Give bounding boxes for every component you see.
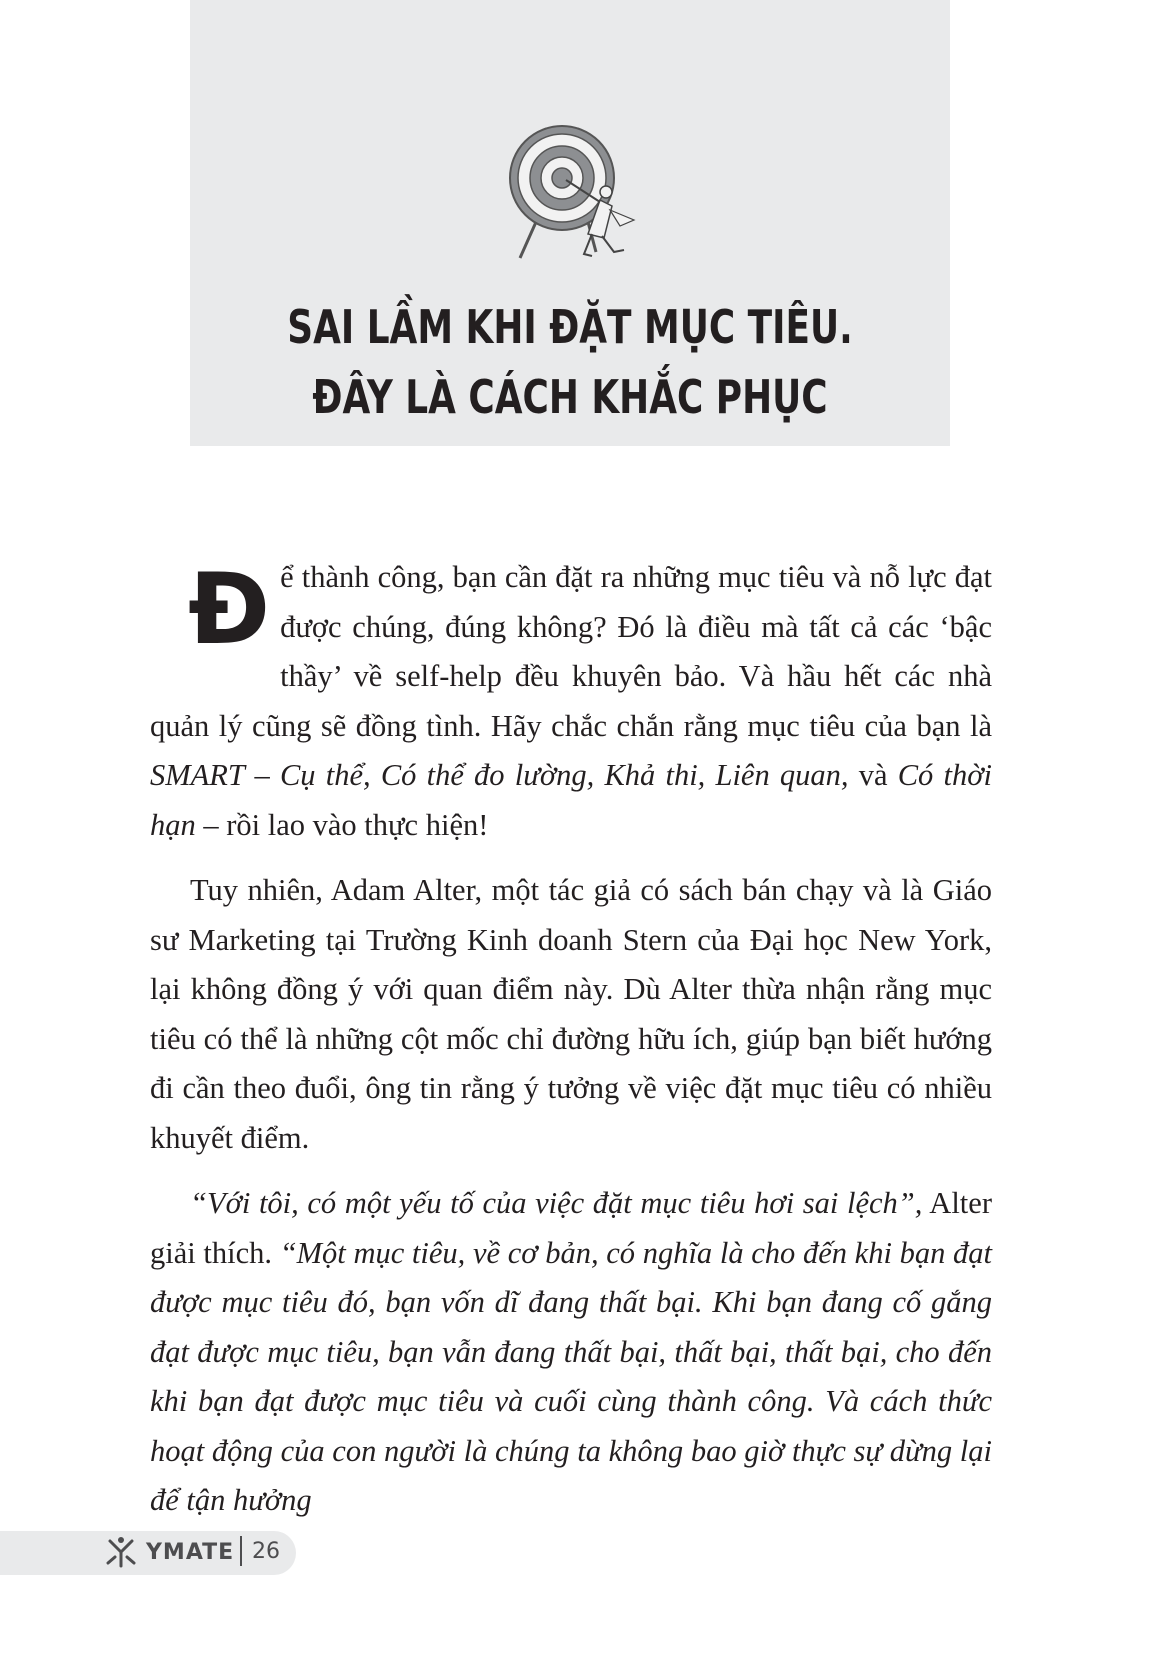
chapter-title-line-2: ĐÂY LÀ CÁCH KHẮC PHỤC (312, 370, 828, 424)
paragraph-3-italic-b: “Một mục tiêu, về cơ bản, có nghĩa là cho đến khi bạn đạt được mục tiêu đó, bạn vốn dĩ đang thất bại. Khi bạn đang cố gắng đạt được mục tiêu, bạn vẫn đang thất bại, thất bại, thất bại, cho đến khi bạn đạt được mục tiêu và cuối cùng thành công. Và cách thức hoạt động của con người là chúng ta không bao giờ thực sự dừng lại để tận hưởng (150, 1235, 992, 1517)
paragraph-3-italic-a: “Với tôi, có một yếu tố của việc đặt mục tiêu hơi sai lệch”, (190, 1186, 923, 1220)
paragraph-1-text-b: và (848, 758, 898, 792)
paragraph-1-text-c: – rồi lao vào thực hiện! (195, 807, 489, 842)
footer-brand: YMATE (146, 1540, 235, 1565)
paragraph-3-text-a: Alter giải thích. (150, 1186, 992, 1270)
paragraph-1-text-a: ể thành công, bạn cần đặt ra những mục tiêu và nỗ lực đạt được chúng, đúng không? Đó là điều mà tất cả các ‘bậc thầy’ về self-help đều khuyên bảo. Và hầu hết các nhà quản lý cũng sẽ đồng tình. Hãy chắc chắn rằng mục tiêu của bạn là (150, 560, 992, 743)
target-icon (510, 126, 614, 258)
paragraph-3 (150, 1179, 992, 1526)
target-with-person-icon (500, 122, 660, 272)
paragraph-1 (150, 553, 992, 850)
chapter-title-line-1: SAI LẦM KHI ĐẶT MỤC TIÊU. (287, 300, 853, 354)
footer-divider (240, 1536, 242, 1566)
paragraph-1-italic-b: Có thời hạn (150, 758, 992, 842)
body-text (150, 553, 992, 1542)
paragraph-1-italic-a: SMART – Cụ thể, Có thể đo lường, Khả thi, Liên quan, (150, 758, 849, 792)
chapter-title (274, 292, 867, 432)
paragraph-2: Tuy nhiên, Adam Alter, một tác giả có sách bán chạy và là Giáo sư Marketing tại Trường Kinh doanh Stern của Đại học New York, lại không đồng ý với quan điểm này. Dù Alter thừa nhận rằng mục tiêu có thể là những cột mốc chỉ đường hữu ích, giúp bạn biết hướng đi cần theo đuổi, ông tin rằng ý tưởng về việc đặt mục tiêu có nhiều khuyết điểm. (150, 873, 992, 1155)
drop-cap: Đ (188, 553, 271, 667)
ymate-logo-icon (104, 1535, 138, 1569)
page-number: 26 (252, 1539, 280, 1564)
